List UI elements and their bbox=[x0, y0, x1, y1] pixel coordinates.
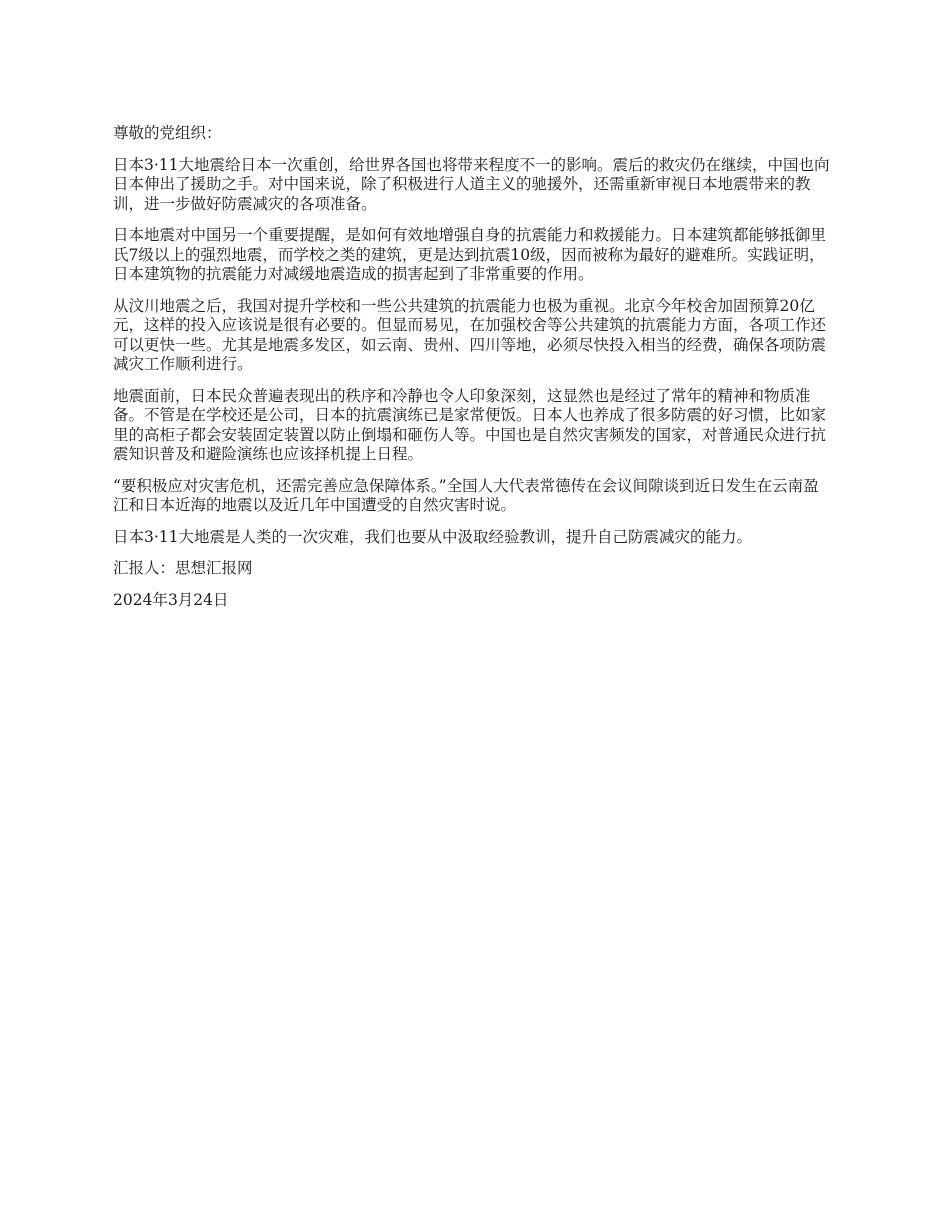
paragraph-4: 地震面前，日本民众普遍表现出的秩序和冷静也令人印象深刻，这显然也是经过了常年的精神和物质准备。不管是在学校还是公司，日本的抗震演练已是家常便饭。日本人也养成了很多防震的好习惯，比如家里的高柜子都会安装固定装置以防止倒塌和砸伤人等。中国也是自然灾害频发的国家，对普通民众进行抗震知识普及和避险演练也应该择机提上日程。 bbox=[113, 386, 827, 463]
document-body bbox=[113, 124, 831, 622]
signature: 汇报人：思想汇报网 bbox=[113, 559, 253, 577]
paragraph-3: 从汶川地震之后，我国对提升学校和一些公共建筑的抗震能力也极为重视。北京今年校舍加固预算20亿元，这样的投入应该说是很有必要的。但显而易见，在加强校舍等公共建筑的抗震能力方面，各项工作还可以更快一些。尤其是地震多发区，如云南、贵州、四川等地，必须尽快投入相当的经费，确保各项防震减灾工作顺利进行。 bbox=[113, 296, 827, 373]
paragraph-6: 日本3·11大地震是人类的一次灾难，我们也要从中汲取经验教训，提升自己防震减灾的能力。 bbox=[113, 527, 753, 546]
salutation: 尊敬的党组织： bbox=[113, 124, 222, 142]
paragraph-5: “要积极应对灾害危机，还需完善应急保障体系。”全国人大代表常德传在会议间隙谈到近日发生在云南盈江和日本近海的地震以及近几年中国遭受的自然灾害时说。 bbox=[113, 476, 819, 514]
date: 2024年3月24日 bbox=[113, 590, 229, 609]
paragraph-2: 日本地震对中国另一个重要提醒，是如何有效地增强自身的抗震能力和救援能力。日本建筑都能够抵御里氏7级以上的强烈地震，而学校之类的建筑，更是达到抗震10级，因而被称为最好的避难所。实践证明，日本建筑物的抗震能力对减缓地震造成的损害起到了非常重要的作用。 bbox=[113, 226, 827, 283]
paragraph-1: 日本3·11大地震给日本一次重创，给世界各国也将带来程度不一的影响。震后的救灾仍在继续，中国也向日本伸出了援助之手。对中国来说，除了积极进行人道主义的驰援外，还需重新审视日本地震带来的教训，进一步做好防震减灾的各项准备。 bbox=[113, 155, 830, 213]
